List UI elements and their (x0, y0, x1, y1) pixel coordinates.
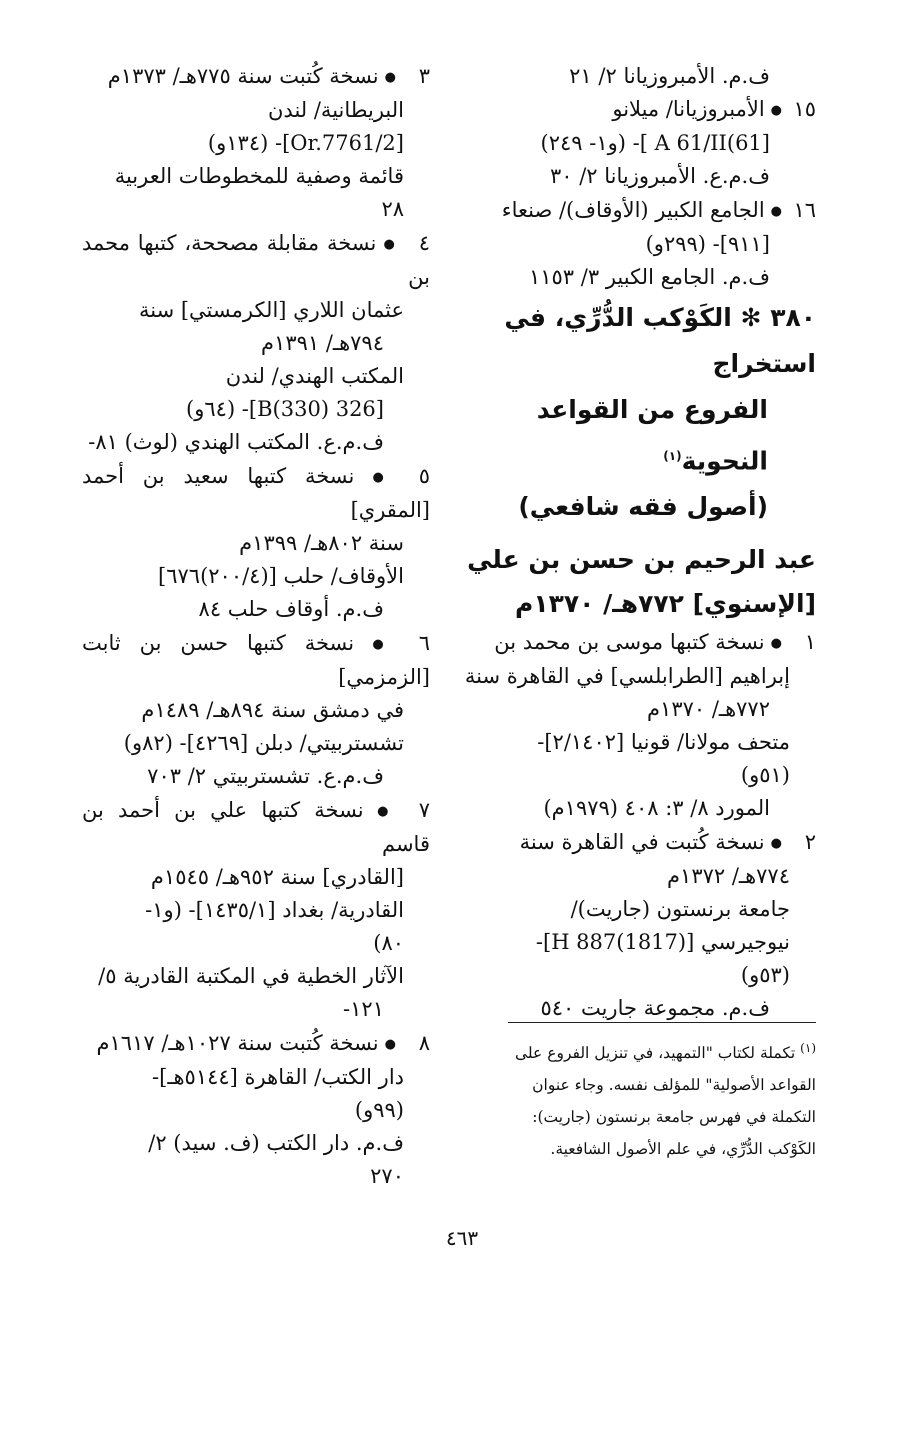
entry-line: نسخة كُتبت سنة ١٠٢٧هـ/ ١٦١٧م (96, 1031, 379, 1055)
right-column (464, 60, 816, 1026)
work-title-cont: الفروع من القواعد النحوية (536, 395, 768, 476)
folio-line: ٨٠) (373, 931, 404, 955)
entry-number: ٧ (418, 798, 430, 822)
bullet-icon: ● (382, 237, 397, 252)
author-dates: [الإسنوي] ٧٧٢هـ/ ١٣٧٠م (515, 589, 816, 619)
footnote-line: التكملة في فهرس جامعة برنستون (جاريت): (532, 1108, 816, 1127)
entry-16 (464, 194, 816, 294)
bullet-icon: ● (369, 804, 396, 819)
library-line: القادرية/ بغداد [١٤٣٥/١]- (و١- (145, 898, 404, 922)
work-title: الكَوْكب الدُّرِّي، في استخراج (504, 303, 816, 378)
folio-line: (٥١و) (740, 763, 790, 788)
work-subject: (أصول فقه شافعي) (518, 492, 768, 522)
entry-line: ٧٧٢هـ/ ١٣٧٠م (647, 697, 770, 722)
copy-6 (82, 627, 430, 793)
ref-line: ف.م. الأمبروزيانا ٢/ ٢١ (569, 64, 770, 88)
entry-line: نسخة كُتبت في القاهرة سنة (519, 830, 765, 855)
entry-number: ١٦ (793, 198, 816, 222)
ref-line: ٢٨ (381, 197, 404, 221)
shelfmark: [61)A 61/II ]- (و١- ٢٤٩) (540, 131, 770, 155)
entry-line: الجامع الكبير (الأوقاف)/ صنعاء (501, 198, 765, 222)
footnote (464, 1032, 816, 1165)
bullet-icon: ● (770, 636, 782, 652)
copy-1 (464, 626, 816, 825)
library-line: الأوقاف/ حلب [(٢٠٠/٤)٦٧٦] (158, 564, 404, 588)
ref-line: ف.م. الجامع الكبير ٣/ ١١٥٣ (528, 265, 770, 289)
page-number: ٤٦٣ (445, 1226, 479, 1250)
ref-line: المورد ٨/ ٣: ٤٠٨ (١٩٧٩م) (543, 796, 770, 821)
bullet-icon: ● (770, 836, 782, 852)
folio-line: (٥٣و) (740, 963, 790, 988)
entry-number: ٢ (804, 830, 816, 855)
entry-line: الأمبروزيانا/ ميلانو (612, 97, 765, 121)
ref-line: الآثار الخطية في المكتبة القادرية ٥/ (98, 964, 404, 988)
shelfmark: [326 B(330)]- (٦٤و) (186, 397, 384, 421)
entry-number: ٤ (418, 231, 431, 255)
entry-line: نسخة كتبها علي بن أحمد بن قاسم (82, 798, 430, 856)
ref-line: ف.م.ع. المكتب الهندي (لوث) ٨١- (88, 430, 384, 454)
folio-line: (٩٩و) (354, 1098, 404, 1122)
entry-line: في دمشق سنة ٨٩٤هـ/ ١٤٨٩م (141, 698, 404, 722)
asterisk-icon: ✻ (740, 303, 762, 332)
footnote-ref: (١) (663, 449, 682, 463)
ref-line: ف.م. أوقاف حلب ٨٤ (198, 597, 384, 621)
entry-number: ٦ (418, 631, 431, 655)
entry-number: ٥ (418, 464, 431, 488)
library-line: دار الكتب/ القاهرة [٥١٤٤هـ]- (152, 1065, 404, 1089)
copy-8 (82, 1027, 430, 1193)
entry-number: ٣ (418, 64, 430, 88)
author-name: عبد الرحيم بن حسن بن علي (467, 545, 816, 575)
bullet-icon: ● (360, 470, 397, 485)
ref-line: ١٢١- (343, 997, 384, 1021)
copy-4 (82, 227, 430, 459)
ref-line: ف.م. مجموعة جاريت ٥٤٠ (540, 996, 770, 1021)
bullet-icon: ● (770, 204, 782, 219)
entry-line: نسخة كُتبت سنة ٧٧٥هـ/ ١٣٧٣م (107, 64, 379, 88)
copy-2 (464, 826, 816, 1025)
entry-line: [القادري] سنة ٩٥٢هـ/ ١٥٤٥م (150, 865, 404, 889)
entry-line: نسخة مقابلة مصححة، كتبها محمد بن (82, 231, 430, 289)
work-number: ٣٨٠ (770, 303, 816, 332)
ref-line: قائمة وصفية للمخطوطات العربية (114, 164, 404, 188)
bullet-icon: ● (360, 637, 397, 652)
work-heading (464, 295, 816, 626)
ref-line: ف.م. دار الكتب (ف. سيد) ٢/ (148, 1131, 404, 1155)
entry-line: نسخة كتبها حسن بن ثابت [الزمزمي] (82, 631, 430, 689)
copy-3 (82, 60, 430, 226)
entry-line: ٧٩٤هـ/ ١٣٩١م (261, 331, 384, 355)
entry-number: ٨ (418, 1031, 430, 1055)
entry-15 (464, 93, 816, 193)
entry-line: سنة ٨٠٢هـ/ ١٣٩٩م (239, 531, 404, 555)
footnote-marker: (١) (800, 1041, 816, 1055)
shelfmark: [٩١١]- (٢٩٩و) (645, 232, 770, 256)
entry-number: ١٥ (793, 97, 816, 121)
copy-5 (82, 460, 430, 626)
bullet-icon: ● (770, 103, 782, 118)
library-line: جامعة برنستون (جاريت)/ (570, 897, 790, 922)
shelfmark: [Or.7761/2]- (١٣٤و) (207, 131, 404, 155)
entry-line: ٧٧٤هـ/ ١٣٧٢م (667, 864, 790, 889)
bullet-icon: ● (384, 70, 396, 85)
footnote-divider (508, 1022, 816, 1023)
entry-number: ١ (804, 630, 816, 655)
left-column (82, 60, 430, 1194)
entry-line: نسخة كتبها موسى بن محمد بن (494, 630, 765, 655)
library-line: تشستربيتي/ دبلن [٤٢٦٩]- (٨٢و) (123, 731, 404, 755)
entry-line: نسخة كتبها سعيد بن أحمد [المقري] (82, 464, 430, 522)
ref-line: ف.م.ع. الأمبروزيانا ٢/ ٣٠ (549, 164, 770, 188)
library-line: متحف مولانا/ قونيا [٢/١٤٠٢]- (537, 730, 790, 755)
ref-line: ف.م.ع. تشستربيتي ٢/ ٧٠٣ (147, 764, 384, 788)
ref-line: ٢٧٠ (370, 1164, 404, 1188)
footnote-line: القواعد الأصولية" للمؤلف نفسه. وجاء عنوان (532, 1076, 816, 1095)
shelfmark: نيوجيرسي [H 887(1817)]- (535, 930, 790, 955)
library-line: البريطانية/ لندن (268, 98, 404, 122)
bullet-icon: ● (384, 1037, 396, 1052)
library-line: المكتب الهندي/ لندن (225, 364, 404, 388)
entry-line: عثمان اللاري [الكرمستي] سنة (138, 298, 404, 322)
footnote-line: الكَوْكب الدُّرِّي، في علم الأصول الشافعية. (550, 1140, 816, 1159)
entry-line: إبراهيم [الطرابلسي] في القاهرة سنة (464, 664, 790, 689)
copy-7 (82, 794, 430, 1026)
footnote-line: تكملة لكتاب "التمهيد، في تنزيل الفروع على (514, 1044, 796, 1063)
